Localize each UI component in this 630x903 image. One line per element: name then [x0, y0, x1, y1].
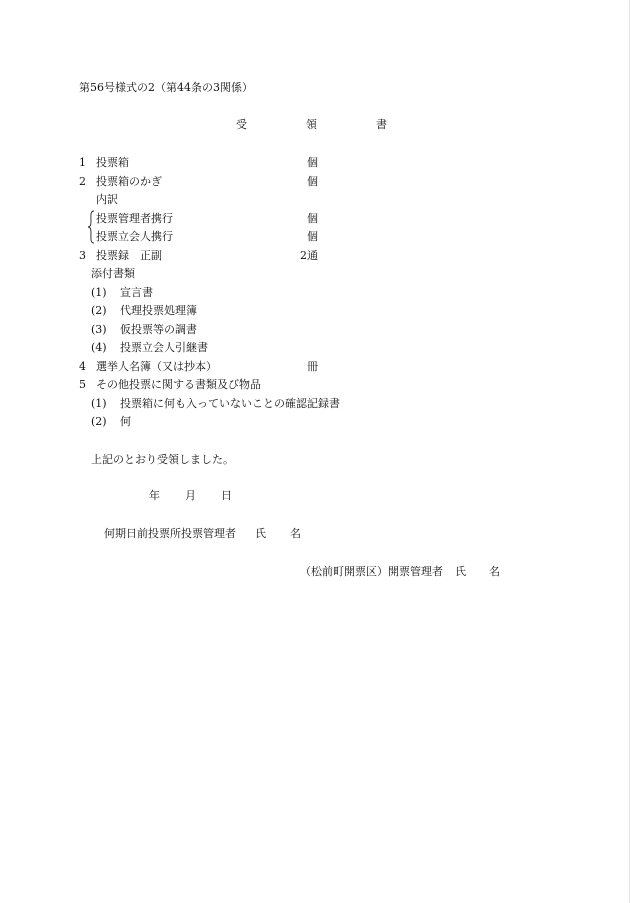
item-1-unit: 個 [307, 156, 318, 169]
date-month: 月 [185, 489, 196, 502]
item-5-number: 5 [79, 378, 86, 391]
date-day: 日 [221, 489, 232, 502]
attachment-1-number: (1) [91, 286, 107, 299]
attachments-label: 添付書類 [91, 267, 135, 280]
other-2-label: 何 [120, 415, 131, 428]
item-1-number: 1 [79, 156, 86, 169]
attachment-3-label: 仮投票等の調書 [120, 323, 197, 336]
form-reference: 第56号様式の2（第44条の3関係） [79, 81, 253, 94]
item-1-label: 投票箱 [96, 156, 129, 169]
breakdown-item-manager-unit: 個 [307, 212, 318, 225]
attachment-2-label: 代理投票処理簿 [120, 304, 197, 317]
item-2-label: 投票箱のかぎ [96, 175, 162, 188]
breakdown-label: 内訳 [96, 193, 118, 206]
receipt-statement: 上記のとおり受領しました。 [91, 453, 234, 466]
left-brace-icon [87, 210, 95, 244]
counting-manager-name-label-2: 名 [489, 565, 500, 578]
attachment-4-label: 投票立会人引継書 [120, 341, 208, 354]
attachment-2-number: (2) [91, 304, 107, 317]
counting-manager-title: （松前町開票区）開票管理者 [300, 565, 443, 578]
item-5-label: その他投票に関する書類及び物品 [96, 378, 261, 391]
breakdown-item-manager-label: 投票管理者携行 [96, 212, 173, 225]
breakdown-item-witness-label: 投票立会人携行 [96, 230, 173, 243]
item-4-label: 選挙人名簿（又は抄本） [96, 360, 217, 373]
title-char-1: 受 [236, 118, 247, 131]
early-voting-manager-name-label-1: 氏 [255, 527, 266, 540]
attachment-1-label: 宣言書 [120, 286, 153, 299]
counting-manager-name-label-1: 氏 [455, 565, 466, 578]
item-2-number: 2 [79, 175, 86, 188]
title-char-3: 書 [376, 118, 387, 131]
item-4-number: 4 [79, 360, 86, 373]
other-1-number: (1) [91, 397, 107, 410]
item-3-label: 投票録 正副 [96, 249, 162, 262]
item-3-number: 3 [79, 249, 86, 262]
other-2-number: (2) [91, 415, 107, 428]
item-4-unit: 冊 [307, 360, 318, 373]
breakdown-item-witness-unit: 個 [307, 230, 318, 243]
early-voting-manager-title: 何期日前投票所投票管理者 [104, 527, 236, 540]
early-voting-manager-name-label-2: 名 [290, 527, 301, 540]
item-2-unit: 個 [307, 175, 318, 188]
title-char-2: 領 [306, 118, 317, 131]
item-3-unit: 2通 [300, 249, 318, 262]
attachment-4-number: (4) [91, 341, 107, 354]
other-1-label: 投票箱に何も入っていないことの確認記録書 [120, 397, 340, 410]
attachment-3-number: (3) [91, 323, 107, 336]
date-year: 年 [149, 489, 160, 502]
